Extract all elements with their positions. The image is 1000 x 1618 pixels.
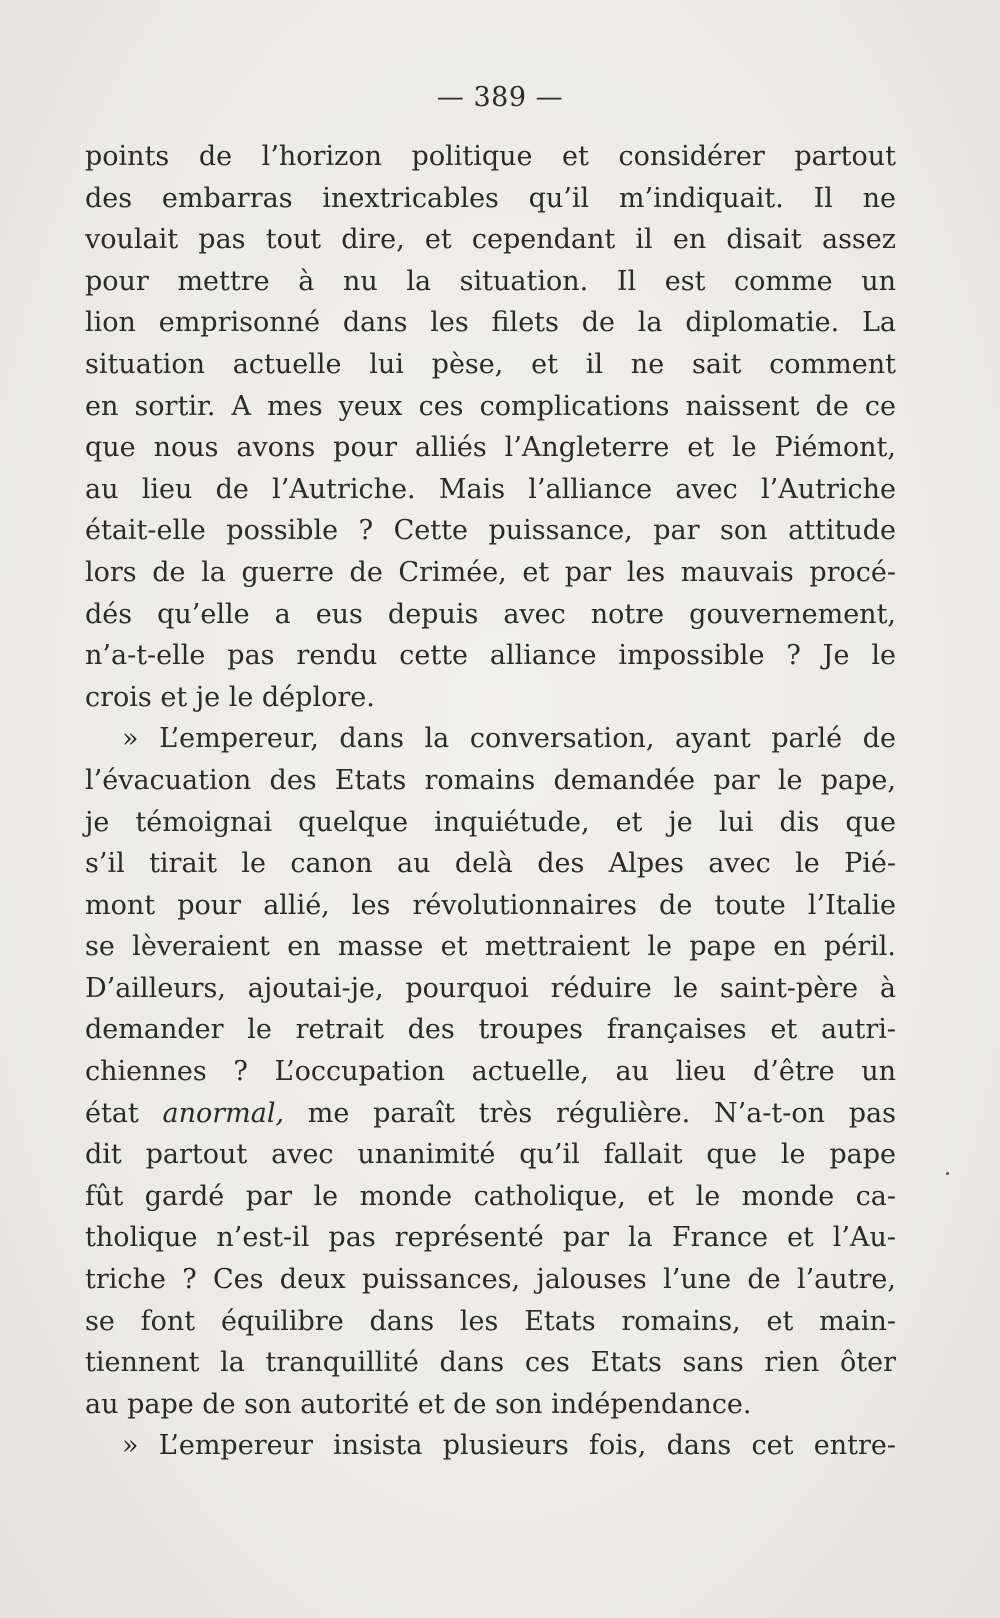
text-line: était-elle possible ? Cette puissance, par son attitude — [85, 515, 896, 547]
text-line: je témoignai quelque inquiétude, et je lui dis que — [85, 806, 896, 838]
text-line: chiennes ? L’occupation actuelle, au lieu d’être un — [85, 1056, 896, 1088]
page-number: — 389 — — [436, 82, 564, 113]
text-fragment: état — [85, 1097, 139, 1129]
text-line: au lieu de l’Autriche. Mais l’alliance avec l’Autriche — [85, 473, 896, 505]
text-line: n’a-t-elle pas rendu cette alliance impossible ? Je le — [85, 640, 896, 672]
text-line: se font équilibre dans les Etats romains, et main- — [85, 1305, 896, 1337]
text-line: tholique n’est-il pas représenté par la France et l’Au- — [85, 1222, 896, 1254]
italic-word: anormal, — [162, 1097, 285, 1129]
text-line-with-italic — [85, 1093, 896, 1135]
text-line: demander le retrait des troupes françaises et autri- — [85, 1014, 896, 1046]
text-line: situation actuelle lui pèse, et il ne sait comment — [85, 348, 896, 380]
text-line: voulait pas tout dire, et cependant il en disait assez — [85, 224, 896, 256]
paper-speck — [946, 1172, 949, 1175]
text-line: au pape de son autorité et de son indépendance. — [85, 1388, 752, 1420]
text-line: que nous avons pour alliés l’Angleterre et le Piémont, — [85, 432, 896, 464]
text-line: points de l’horizon politique et considérer partout — [85, 141, 896, 172]
text-line: dit partout avec unanimité qu’il fallait que le pape — [85, 1139, 896, 1171]
text-line: dés qu’elle a eus depuis avec notre gouvernement, — [85, 598, 896, 630]
text-line: s’il tirait le canon au delà des Alpes avec le Pié- — [85, 848, 896, 880]
text-line: en sortir. A mes yeux ces complications naissent de ce — [85, 390, 896, 422]
text-line: mont pour allié, les révolutionnaires de toute l’Italie — [85, 889, 896, 921]
text-line: D’ailleurs, ajoutai-je, pourquoi réduire le saint-père à — [85, 972, 896, 1004]
text-line: se lèveraient en masse et mettraient le pape en péril. — [85, 931, 896, 963]
text-line: lors de la guerre de Crimée, et par les mauvais procé- — [85, 556, 896, 588]
text-line: lion emprisonné dans les filets de la diplomatie. La — [85, 307, 896, 339]
text-line: l’évacuation des Etats romains demandée par le pape, — [85, 764, 896, 796]
text-line: pour mettre à nu la situation. Il est comme un — [85, 265, 896, 297]
text-line: » L’empereur, dans la conversation, ayant parlé de — [122, 723, 896, 755]
text-line: crois et je le déplore. — [85, 681, 375, 713]
text-line: » L’empereur insista plusieurs fois, dans cet entre- — [122, 1430, 896, 1462]
text-fragment: me paraît très régulière. N’a-t-on pas — [307, 1097, 896, 1129]
text-line: des embarras inextricables qu’il m’indiquait. Il ne — [85, 182, 896, 214]
text-line: triche ? Ces deux puissances, jalouses l’une de l’autre, — [85, 1264, 896, 1296]
body-text — [85, 136, 896, 1467]
text-line: fût gardé par le monde catholique, et le monde ca- — [85, 1180, 896, 1212]
text-line: tiennent la tranquillité dans ces Etats sans rien ôter — [85, 1347, 896, 1379]
